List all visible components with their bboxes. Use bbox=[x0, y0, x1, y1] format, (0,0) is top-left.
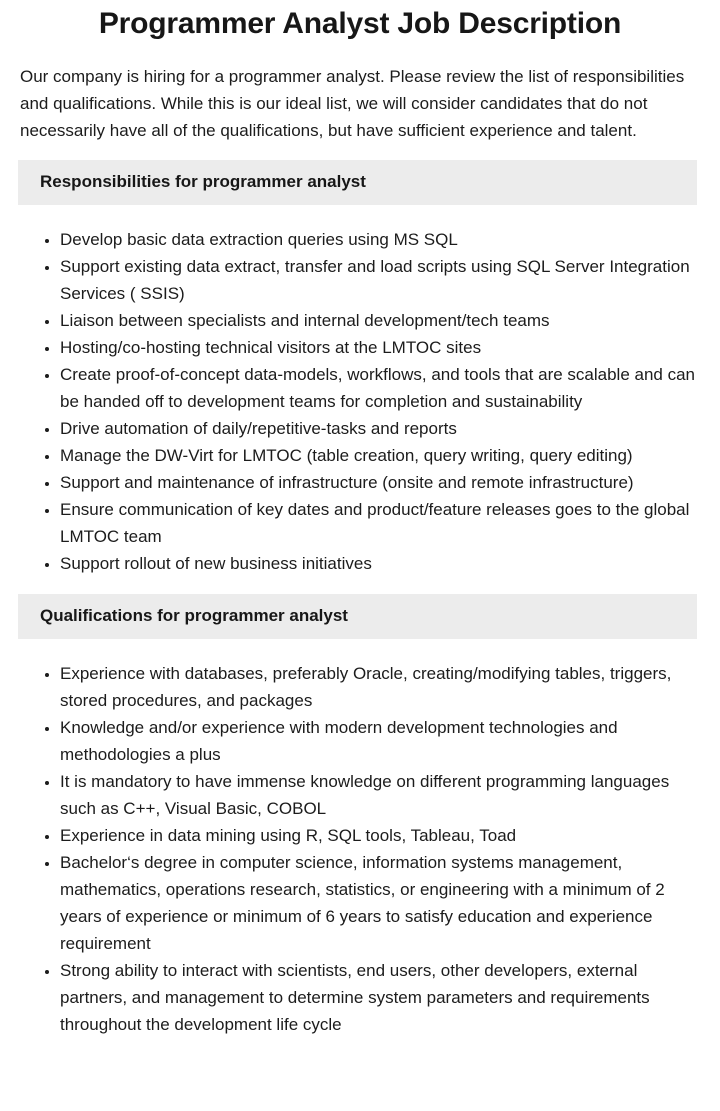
sections-container bbox=[0, 160, 720, 1038]
list-item: • Support and maintenance of infrastructure (onsite and remote infrastructure) bbox=[60, 469, 698, 496]
list-item: • Liaison between specialists and internal development/tech teams bbox=[60, 307, 698, 334]
list-item: • Experience in data mining using R, SQL tools, Tableau, Toad bbox=[60, 822, 698, 849]
intro-paragraph: Our company is hiring for a programmer analyst. Please review the list of responsibilities and qualifications. While this is our ideal list, we will consider candidates that do not necessarily have all of the qualifications, but have sufficient experience and talent. bbox=[20, 67, 685, 140]
section-responsibilities bbox=[0, 160, 720, 577]
section-heading-qualifications: Qualifications for programmer analyst bbox=[18, 594, 697, 639]
list-item: • Support existing data extract, transfer and load scripts using SQL Server Integration Services ( SSIS) bbox=[60, 253, 698, 307]
section-qualifications bbox=[0, 594, 720, 1038]
list-item: • It is mandatory to have immense knowledge on different programming languages such as C++, Visual Basic, COBOL bbox=[60, 768, 698, 822]
list-item: • Manage the DW-Virt for LMTOC (table creation, query writing, query editing) bbox=[60, 442, 698, 469]
list-item: • Develop basic data extraction queries using MS SQL bbox=[60, 226, 698, 253]
page-title: Programmer Analyst Job Description bbox=[98, 7, 622, 40]
list-item: • Knowledge and/or experience with modern development technologies and methodologies a plus bbox=[60, 714, 698, 768]
list-item: • Ensure communication of key dates and product/feature releases goes to the global LMTOC team bbox=[60, 496, 698, 550]
list-item: • Strong ability to interact with scientists, end users, other developers, external partners, and management to determine system parameters and requirements throughout the development life cycle bbox=[60, 957, 698, 1038]
list-item: • Bachelor‘s degree in computer science, information systems management, mathematics, operations research, statistics, or engineering with a minimum of 2 years of experience or minimum of 6 years to satisfy education and experience requirement bbox=[60, 849, 698, 957]
responsibilities-list bbox=[0, 226, 698, 577]
list-item: • Create proof-of-concept data-models, workflows, and tools that are scalable and can be handed off to development teams for completion and sustainability bbox=[60, 361, 698, 415]
list-item: • Support rollout of new business initiatives bbox=[60, 550, 698, 577]
qualifications-list bbox=[0, 660, 698, 1038]
list-item: • Drive automation of daily/repetitive-tasks and reports bbox=[60, 415, 698, 442]
section-heading-responsibilities: Responsibilities for programmer analyst bbox=[18, 160, 697, 205]
list-item: • Experience with databases, preferably Oracle, creating/modifying tables, triggers, stored procedures, and packages bbox=[60, 660, 698, 714]
list-item: • Hosting/co-hosting technical visitors at the LMTOC sites bbox=[60, 334, 698, 361]
